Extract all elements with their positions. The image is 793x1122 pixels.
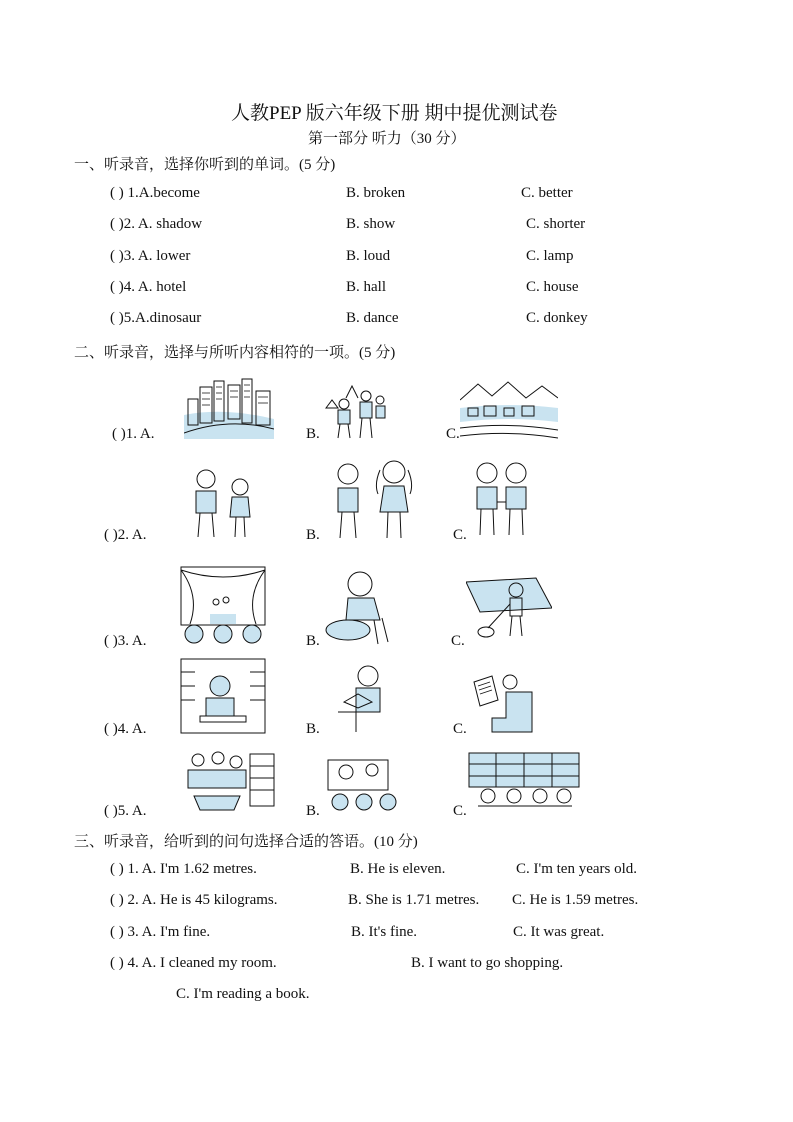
s1-q1-option-b: B. broken [346,185,406,201]
s2-q5-number: ( )5. A. [104,803,147,819]
boy-reading-library-illustration [180,658,266,734]
s2-q1-option-b: B. [306,426,320,442]
two-boys-holding-hands-illustration [472,460,532,538]
s2-q3-option-b: B. [306,633,320,649]
s1-q5-number: ( )5.A.dinosaur [110,310,202,326]
man-reading-newspaper-illustration [470,672,536,734]
s3-q1-number: ( ) 1. A. I'm 1.62 metres. [110,861,257,877]
mountain-village-illustration [460,378,558,440]
s1-q2-number: ( )2. A. shadow [110,216,203,232]
s2-q4-option-c: C. [453,721,467,737]
s3-q2-option-b: B. She is 1.71 metres. [348,892,480,908]
s2-q5-option-b: B. [306,803,320,819]
s3-q3-option-b: B. It's fine. [351,924,418,940]
s2-q3-option-c: C. [451,633,465,649]
s3-q1-option-c: C. I'm ten years old. [516,861,638,877]
boy-and-girl-braids-illustration [330,458,418,542]
s1-q3-option-b: B. loud [346,248,391,264]
s3-q3-number: ( ) 3. A. I'm fine. [110,924,211,940]
s1-q4-option-c: C. house [526,279,579,295]
child-washing-clothes-illustration [322,568,392,646]
family-children-town-illustration [322,378,390,440]
s1-q3-option-c: C. lamp [526,248,574,264]
s2-q2-option-c: C. [453,527,467,543]
section2-heading: 二、听录音，选择与所听内容相符的一项。(5 分) [74,345,396,361]
s3-q4-number: ( ) 4. A. I cleaned my room. [110,955,277,971]
s1-q4-option-b: B. hall [346,279,386,295]
girl-reading-book-illustration [334,662,392,734]
s1-q4-number: ( )4. A. hotel [110,279,187,295]
students-watching-teacher-illustration [324,756,408,814]
s1-q5-option-b: B. dance [346,310,399,326]
s3-q1-option-b: B. He is eleven. [350,861,446,877]
s3-q4-option-b: B. I want to go shopping. [411,955,564,971]
s1-q1-number: ( ) 1.A.become [110,185,200,201]
s3-q3-option-c: C. It was great. [513,924,605,940]
s2-q2-number: ( )2. A. [104,527,147,543]
s1-q3-number: ( )3. A. lower [110,248,191,264]
section1-heading: 一、听录音，选择你听到的单词。(5 分) [74,157,336,173]
s2-q2-option-b: B. [306,527,320,543]
city-buildings-illustration [184,377,274,439]
s2-q4-number: ( )4. A. [104,721,147,737]
boy-and-girl-standing-illustration [188,467,258,539]
s1-q2-option-c: C. shorter [526,216,586,232]
child-vacuuming-illustration [466,572,552,642]
s2-q5-option-c: C. [453,803,467,819]
s2-q3-number: ( )3. A. [104,633,147,649]
library-shelves-students-illustration [468,752,580,814]
s3-q4-option-c: C. I'm reading a book. [176,986,310,1002]
s3-q2-option-c: C. He is 1.59 metres. [512,892,639,908]
section3-heading: 三、听录音，给听到的问句选择合适的答语。(10 分) [74,834,418,850]
s2-q4-option-b: B. [306,721,320,737]
s1-q5-option-c: C. donkey [526,310,588,326]
s3-q2-number: ( ) 2. A. He is 45 kilograms. [110,892,278,908]
page-title: 人教PEP 版六年级下册 期中提优测试卷 [231,103,558,124]
children-classroom-illustration [184,748,276,814]
s1-q2-option-b: B. show [346,216,396,232]
page-subtitle: 第一部分 听力（30 分） [308,131,466,147]
s2-q1-option-c: C. [446,426,460,442]
theater-stage-audience-illustration [180,566,266,646]
s1-q1-option-c: C. better [521,185,573,201]
s2-q1-number: ( )1. A. [112,426,155,442]
